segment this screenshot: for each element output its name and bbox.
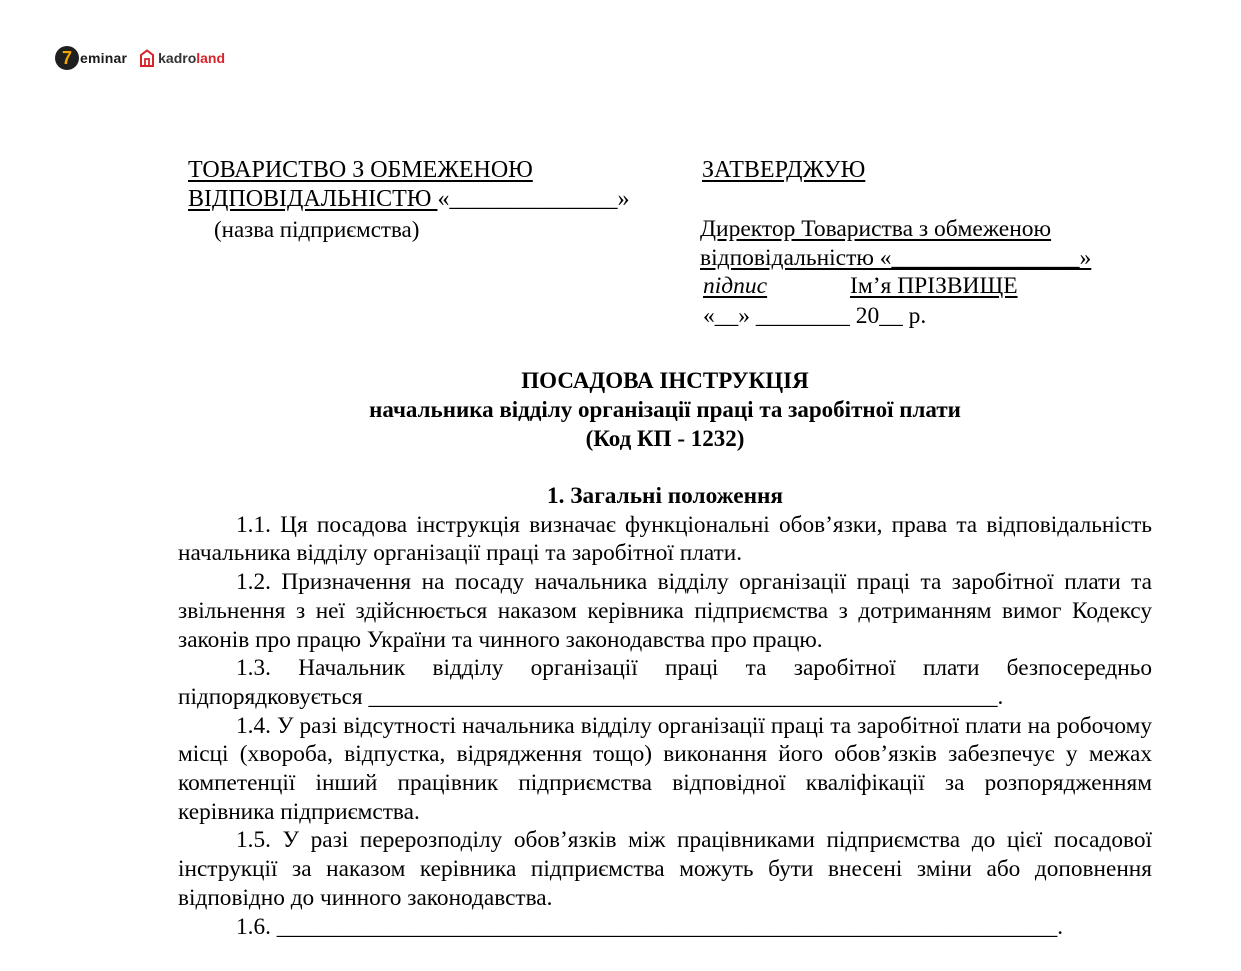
document-subtitle: начальника відділу організації праці та заробітної плати: [369, 397, 961, 422]
header-logos: [55, 44, 225, 72]
director-name: Ім’я ПРІЗВИЩЕ: [850, 273, 1018, 299]
approval-date: «__» ________ 20__ р.: [703, 303, 927, 329]
document-title: ПОСАДОВА ІНСТРУКЦІЯ: [521, 368, 809, 393]
kadroland-logo-text: [158, 50, 225, 66]
director-line2: відповідальністю «________________»: [700, 245, 1092, 271]
signature-label: підпис: [703, 273, 768, 299]
paragraph-1-3: 1.3. Начальник відділу організації праці та заробітної плати безпосередньо підпорядковується ______________________________________________________.: [178, 655, 1152, 710]
company-type-line2: [188, 185, 629, 214]
paragraph-1-1: 1.1. Ця посадова інструкція визначає функціональні обов’язки, права та відповідальність начальника відділу організації праці та заробітної плати.: [178, 511, 1152, 567]
kadroland-house-icon: [139, 49, 155, 67]
company-name-field: «______________»: [437, 186, 630, 212]
paragraph-1-4: 1.4. У разі відсутності начальника відділу організації праці та заробітної плати на робочому місці (хвороба, відпустка, відрядження тощо) виконання його обов’язків забезпечує у межах компетенції інший працівник підприємства відповідної кваліфікації за розпорядженням керівника підприємства.: [178, 712, 1152, 825]
company-type-line1: ТОВАРИСТВО З ОБМЕЖЕНОЮ: [188, 157, 533, 183]
director-line1: Директор Товариства з обмеженою: [700, 216, 1052, 242]
company-name-caption: (назва підприємства): [214, 217, 420, 242]
kadroland-logo-part2: land: [196, 50, 226, 66]
paragraph-1-6: 1.6. ___________________________________________________________________.: [236, 913, 1064, 940]
seminar-logo-icon: [55, 46, 79, 70]
kadroland-logo-part1: kadro: [158, 50, 197, 66]
document-code: (Код КП - 1232): [585, 426, 745, 451]
seminar-logo-text: eminar: [80, 50, 128, 66]
approve-label: ЗАТВЕРДЖУЮ: [702, 157, 866, 183]
section-heading: 1. Загальні положення: [546, 483, 784, 509]
paragraph-1-2: 1.2. Призначення на посаду начальника відділу організації праці та заробітної плати та звільнення з неї здійснюється наказом керівника підприємства з дотриманням вимог Кодексу законів про працю України та чинного законодавства про працю.: [178, 569, 1152, 653]
seminar-logo-digit: 7: [61, 47, 72, 68]
company-type-line2-under: ВІДПОВІДАЛЬНІСТЮ: [188, 186, 438, 212]
document-body: [178, 483, 1152, 941]
paragraph-1-5: 1.5. У разі перерозподілу обов’язків між працівниками підприємства до цієї посадової інструкції за наказом керівника підприємства можуть бути внесені зміни або доповнення відповідно до чинного законодавства.: [178, 827, 1152, 911]
